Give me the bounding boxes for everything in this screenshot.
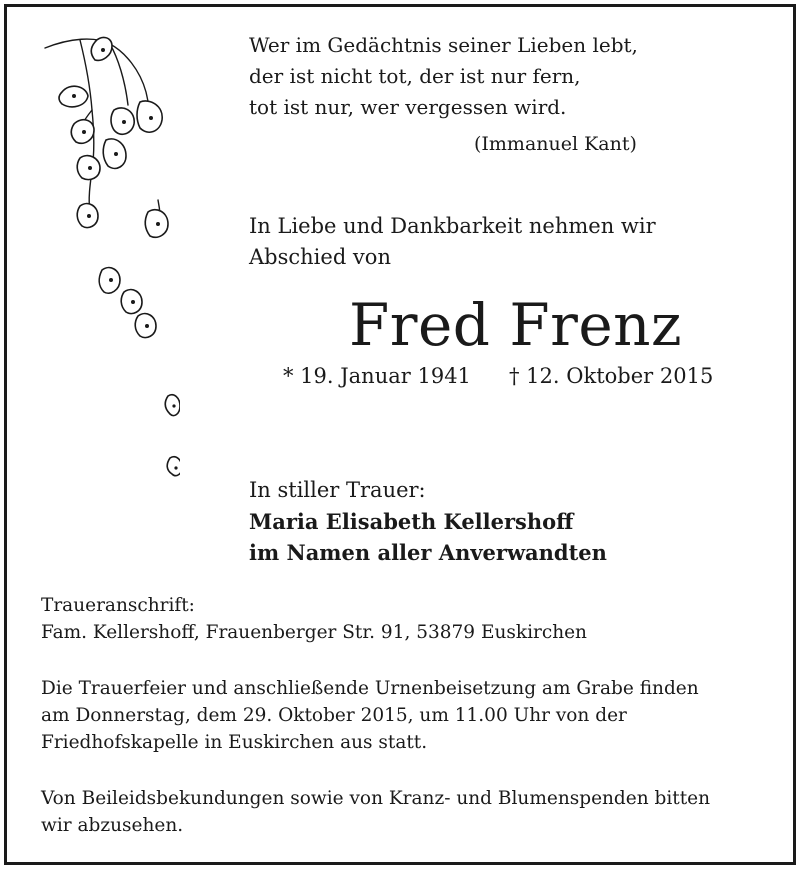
address-label: Traueranschrift: bbox=[41, 595, 195, 616]
ceremony-line: Friedhofskapelle in Euskirchen aus statt. bbox=[41, 732, 428, 753]
ceremony-line: Die Trauerfeier und anschließende Urnenbeisetzung am Grabe finden bbox=[41, 678, 699, 699]
ceremony-line: am Donnerstag, dem 29. Oktober 2015, um 11.00 Uhr von der bbox=[41, 705, 627, 726]
poem-line: tot ist nur, wer vergessen wird. bbox=[249, 95, 567, 119]
death-date: † 12. Oktober 2015 bbox=[509, 364, 714, 388]
mourners-heading: In stiller Trauer: bbox=[249, 478, 426, 502]
deceased-name: Fred Frenz bbox=[349, 291, 683, 359]
mourner-relatives: im Namen aller Anverwandten bbox=[249, 540, 607, 565]
address-value: Fam. Kellershoff, Frauenberger Str. 91, 53879 Euskirchen bbox=[41, 622, 587, 643]
mourner-name: Maria Elisabeth Kellershoff bbox=[249, 509, 574, 534]
condolence-line: wir abzusehen. bbox=[41, 815, 184, 836]
condolence-line: Von Beileidsbekundungen sowie von Kranz- und Blumenspenden bitten bbox=[41, 788, 711, 809]
intro-line: In Liebe und Dankbarkeit nehmen wir bbox=[249, 214, 656, 238]
poem-line: Wer im Gedächtnis seiner Lieben lebt, bbox=[249, 33, 638, 57]
poem-line: der ist nicht tot, der ist nur fern, bbox=[249, 64, 581, 88]
intro-line: Abschied von bbox=[249, 245, 391, 269]
falling-leaves-icon bbox=[40, 30, 180, 500]
poem-author: (Immanuel Kant) bbox=[474, 133, 637, 155]
birth-date: * 19. Januar 1941 bbox=[283, 364, 471, 388]
